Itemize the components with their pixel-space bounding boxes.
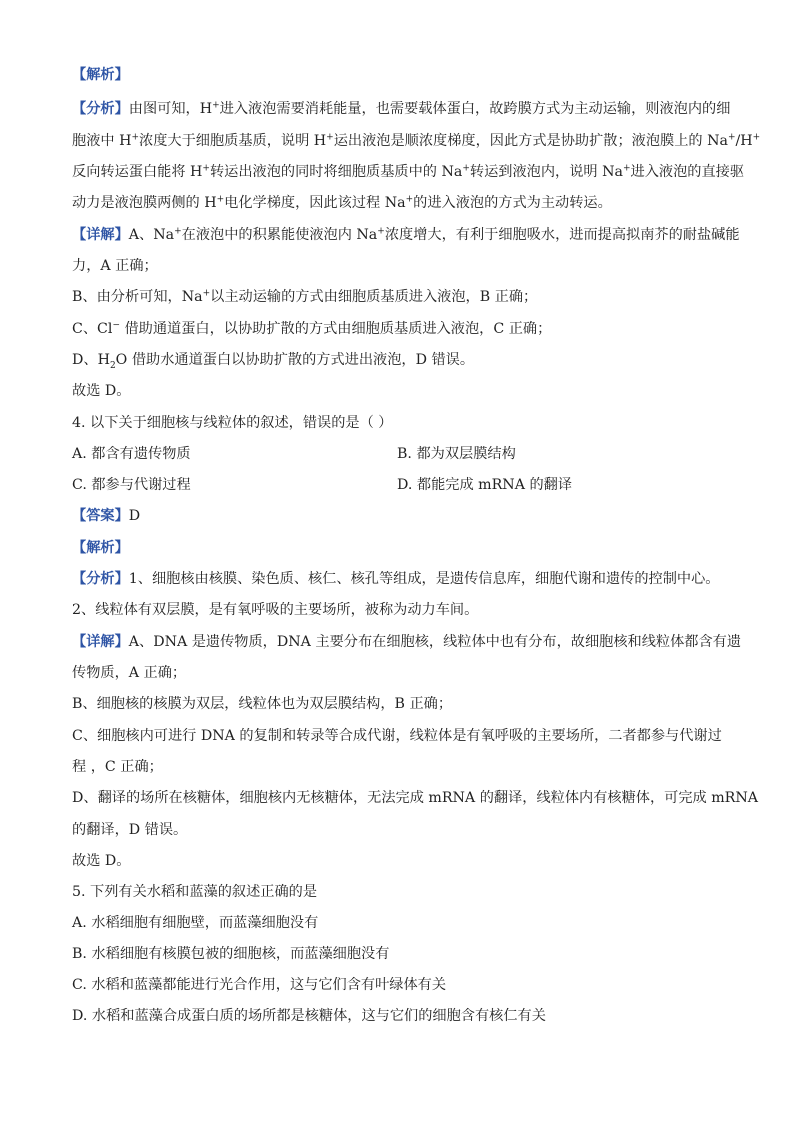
q4-detail-a1: 【详解】A、DNA 是遗传物质，DNA 主要分布在细胞核，线粒体中也有分布，故细胞核和线粒体都含有遗 xyxy=(72,634,742,650)
q4-detail-c1: C、细胞核内可进行 DNA 的复制和转录等合成代谢，线粒体是有氧呼吸的主要场所，二者都参与代谢过 xyxy=(72,728,722,744)
q4-option-d: D. 都能完成 mRNA 的翻译 xyxy=(397,477,573,493)
q4-option-a: A. 都含有遗传物质 xyxy=(72,446,191,462)
q4-fenxi-1: 【分析】1、细胞核由核膜、染色质、核仁、核孔等组成，是遗传信息库，细胞代谢和遗传的控制中心。 xyxy=(72,571,720,587)
q4-answer: 【答案】D xyxy=(72,508,141,524)
detail-line-d: D、$H_2O$ 借助水通道蛋白以协助扩散的方式进出液泡，D 错误。 xyxy=(72,352,475,371)
detail-line-b: B、由分析可知，Na+以主动运输的方式由细胞质基质进入液泡，B 正确； xyxy=(72,288,538,305)
detail-line-a2: 力，A 正确； xyxy=(72,258,158,274)
q5-option-b: B. 水稻细胞有核膜包被的细胞核，而蓝藻细胞没有 xyxy=(72,946,390,962)
q5-option-c: C. 水稻和蓝藻都能进行光合作用，这与它们含有叶绿体有关 xyxy=(72,977,447,993)
fenxi-line-4: 动力是液泡膜两侧的 H+电化学梯度，因此该过程 Na+的进入液泡的方式为主动转运。 xyxy=(72,194,612,211)
fenxi-line-1: 【分析】由图可知，H+进入液泡需要消耗能量，也需要载体蛋白，故跨膜方式为主动运输，则液泡内的细 xyxy=(72,100,731,117)
q4-detail-d1: D、翻译的场所在核糖体，细胞核内无核糖体，无法完成 mRNA 的翻译，线粒体内有核糖体，可完成 mRNA xyxy=(72,790,758,806)
q4-option-c: C. 都参与代谢过程 xyxy=(72,477,191,493)
q4-detail-a2: 传物质，A 正确； xyxy=(72,665,187,681)
fenxi-line-3: 反向转运蛋白能将 H+转运出液泡的同时将细胞质基质中的 Na+转运到液泡内，说明 Na+进入液泡的直接驱 xyxy=(72,163,745,180)
detail-line-c: C、Cl− 借助通道蛋白，以协助扩散的方式由细胞质基质进入液泡，C 正确； xyxy=(72,320,552,337)
analysis-heading: 【解析】 xyxy=(72,67,129,83)
q4-option-b: B. 都为双层膜结构 xyxy=(397,446,516,462)
q4-stem: 4. 以下关于细胞核与线粒体的叙述，错误的是（ ） xyxy=(72,415,393,431)
q4-detail-b: B、细胞核的核膜为双层，线粒体也为双层膜结构，B 正确； xyxy=(72,696,453,712)
q4-detail-c2: 程 ，C 正确； xyxy=(72,759,163,775)
q5-stem: 5. 下列有关水稻和蓝藻的叙述正确的是 xyxy=(72,884,318,900)
detail-line-a1: 【详解】A、Na+在液泡中的积累能使液泡内 Na+浓度增大，有利于细胞吸水，进而提高拟南芥的耐盐碱能 xyxy=(72,226,740,243)
choice-line: 故选 D。 xyxy=(72,383,131,399)
q4-fenxi-2: 2、线粒体有双层膜，是有氧呼吸的主要场所，被称为动力车间。 xyxy=(72,602,479,618)
q5-option-d: D. 水稻和蓝藻合成蛋白质的场所都是核糖体，这与它们的细胞含有核仁有关 xyxy=(72,1008,546,1024)
q4-analysis-heading: 【解析】 xyxy=(72,540,129,556)
q5-option-a: A. 水稻细胞有细胞壁，而蓝藻细胞没有 xyxy=(72,915,319,931)
q4-detail-d2: 的翻译，D 错误。 xyxy=(72,822,188,838)
fenxi-line-2: 胞液中 H+浓度大于细胞质基质，说明 H+运出液泡是顺浓度梯度，因此方式是协助扩散；液泡膜上的 Na+/H+ xyxy=(72,132,761,149)
q4-choice: 故选 D。 xyxy=(72,853,131,869)
